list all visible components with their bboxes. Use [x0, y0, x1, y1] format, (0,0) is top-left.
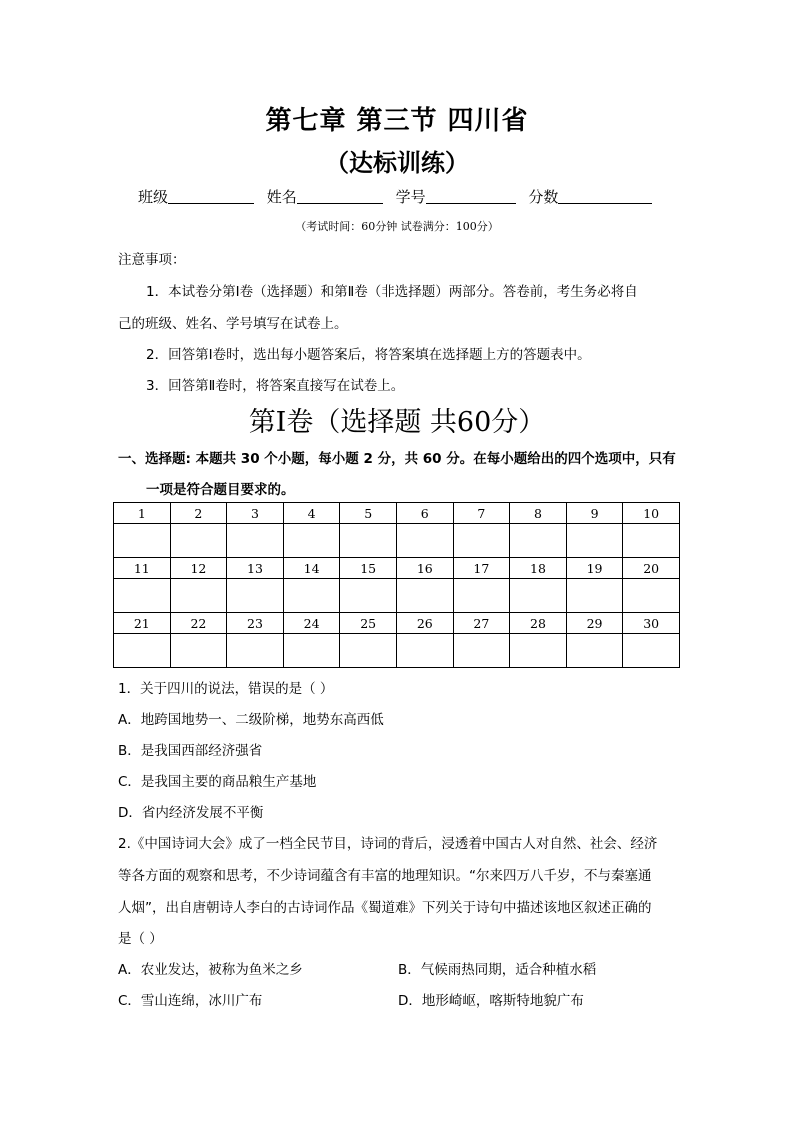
- answer-cell[interactable]: [396, 579, 453, 613]
- question-number: 3: [227, 503, 284, 524]
- answer-table-number-row: [114, 503, 680, 524]
- answer-table-number-row: [114, 558, 680, 579]
- answer-cell[interactable]: [227, 579, 284, 613]
- name-field: 姓名: [267, 186, 383, 207]
- question-2-option-b[interactable]: B．气候雨热同期，适合种植水稻: [398, 962, 597, 978]
- question-2-option-a[interactable]: A．农业发达，被称为鱼米之乡: [118, 962, 303, 978]
- answer-table-number-row: [114, 613, 680, 634]
- answer-cell[interactable]: [453, 524, 510, 558]
- student-id-blank[interactable]: [426, 189, 516, 204]
- question-number: 11: [114, 558, 171, 579]
- question-number: 20: [623, 558, 680, 579]
- question-number: 24: [283, 613, 340, 634]
- exam-time-note: （考试时间：60分钟 试卷满分：100分）: [295, 220, 499, 233]
- answer-cell[interactable]: [510, 579, 567, 613]
- answer-cell[interactable]: [283, 634, 340, 668]
- question-number: 29: [566, 613, 623, 634]
- answer-cell[interactable]: [566, 634, 623, 668]
- answer-cell[interactable]: [170, 634, 227, 668]
- question-number: 25: [340, 613, 397, 634]
- question-number: 19: [566, 558, 623, 579]
- question-number: 9: [566, 503, 623, 524]
- answer-cell[interactable]: [170, 524, 227, 558]
- answer-cell[interactable]: [227, 524, 284, 558]
- score-blank[interactable]: [558, 189, 652, 204]
- answer-cell[interactable]: [340, 524, 397, 558]
- question-2-option-d[interactable]: D．地形崎岖，喀斯特地貌广布: [398, 993, 584, 1009]
- note-3: 3．回答第Ⅱ卷时，将答案直接写在试卷上。: [146, 378, 405, 394]
- student-id-field: 学号: [396, 186, 516, 207]
- question-number: 7: [453, 503, 510, 524]
- answer-cell[interactable]: [283, 524, 340, 558]
- question-number: 1: [114, 503, 171, 524]
- question-number: 21: [114, 613, 171, 634]
- question-number: 8: [510, 503, 567, 524]
- notes-heading: 注意事项：: [118, 252, 186, 268]
- name-blank[interactable]: [297, 189, 383, 204]
- question-1-stem: 1．关于四川的说法，错误的是（ ）: [118, 681, 334, 697]
- answer-cell[interactable]: [566, 524, 623, 558]
- answer-cell[interactable]: [283, 579, 340, 613]
- question-1-option-c[interactable]: C．是我国主要的商品粮生产基地: [118, 774, 317, 790]
- answer-table: [113, 502, 680, 668]
- answer-cell[interactable]: [396, 634, 453, 668]
- question-number: 22: [170, 613, 227, 634]
- question-1-option-a[interactable]: A．地跨国地势一、二级阶梯，地势东高西低: [118, 712, 384, 728]
- question-number: 16: [396, 558, 453, 579]
- question-number: 23: [227, 613, 284, 634]
- question-number: 12: [170, 558, 227, 579]
- answer-cell[interactable]: [566, 579, 623, 613]
- answer-cell[interactable]: [227, 634, 284, 668]
- answer-cell[interactable]: [510, 524, 567, 558]
- page-title: 第七章 第三节 四川省: [265, 106, 529, 136]
- note-2: 2．回答第Ⅰ卷时，选出每小题答案后，将答案填在选择题上方的答题表中。: [146, 347, 591, 363]
- answer-cell[interactable]: [623, 524, 680, 558]
- note-1-line-2: 己的班级、姓名、学号填写在试卷上。: [118, 316, 348, 332]
- question-number: 30: [623, 613, 680, 634]
- answer-cell[interactable]: [453, 634, 510, 668]
- question-number: 5: [340, 503, 397, 524]
- question-2-stem-line-3: 人烟”，出自唐朝诗人李白的古诗词作品《蜀道难》下列关于诗句中描述该地区叙述正确的: [118, 900, 652, 916]
- answer-cell[interactable]: [170, 579, 227, 613]
- answer-cell[interactable]: [340, 579, 397, 613]
- answer-cell[interactable]: [623, 579, 680, 613]
- section-heading: 第Ⅰ卷（选择题 共60分）: [248, 407, 546, 438]
- question-number: 6: [396, 503, 453, 524]
- answer-cell[interactable]: [510, 634, 567, 668]
- answer-cell[interactable]: [396, 524, 453, 558]
- question-number: 28: [510, 613, 567, 634]
- question-2-option-c[interactable]: C．雪山连绵，冰川广布: [118, 993, 263, 1009]
- question-number: 18: [510, 558, 567, 579]
- question-number: 26: [396, 613, 453, 634]
- question-2-stem-line-1: 2.《中国诗词大会》成了一档全民节目，诗词的背后，浸透着中国古人对自然、社会、经济: [118, 836, 658, 852]
- question-number: 10: [623, 503, 680, 524]
- question-2-stem-line-2: 等各方面的观察和思考，不少诗词蕴含有丰富的地理知识。“尔来四万八千岁，不与秦塞通: [118, 868, 652, 884]
- note-1-line-1: 1．本试卷分第Ⅰ卷（选择题）和第Ⅱ卷（非选择题）两部分。答卷前，考生务必将自: [146, 284, 638, 300]
- question-number: 2: [170, 503, 227, 524]
- answer-table-answer-row: [114, 579, 680, 613]
- question-1-option-d[interactable]: D．省内经济发展不平衡: [118, 805, 264, 821]
- question-number: 13: [227, 558, 284, 579]
- question-number: 15: [340, 558, 397, 579]
- score-field: 分数: [528, 186, 652, 207]
- answer-cell[interactable]: [114, 634, 171, 668]
- question-number: 17: [453, 558, 510, 579]
- section-instruction-line-2: 一项是符合题目要求的。: [146, 482, 295, 498]
- question-1-option-b[interactable]: B．是我国西部经济强省: [118, 743, 263, 759]
- section-instruction: 一、选择题: 本题共 30 个小题，每小题 2 分，共 60 分。在每小题给出的四个选项中，只有: [118, 451, 676, 467]
- answer-table-answer-row: [114, 524, 680, 558]
- page-subtitle: （达标训练）: [325, 148, 469, 177]
- question-2-stem-line-4: 是（ ）: [118, 931, 163, 947]
- answer-cell[interactable]: [340, 634, 397, 668]
- question-number: 27: [453, 613, 510, 634]
- class-field: 班级: [138, 186, 254, 207]
- student-info-row: [138, 186, 660, 207]
- question-number: 14: [283, 558, 340, 579]
- answer-cell[interactable]: [623, 634, 680, 668]
- answer-cell[interactable]: [114, 579, 171, 613]
- answer-cell[interactable]: [453, 579, 510, 613]
- class-blank[interactable]: [168, 189, 254, 204]
- answer-table-answer-row: [114, 634, 680, 668]
- question-number: 4: [283, 503, 340, 524]
- answer-cell[interactable]: [114, 524, 171, 558]
